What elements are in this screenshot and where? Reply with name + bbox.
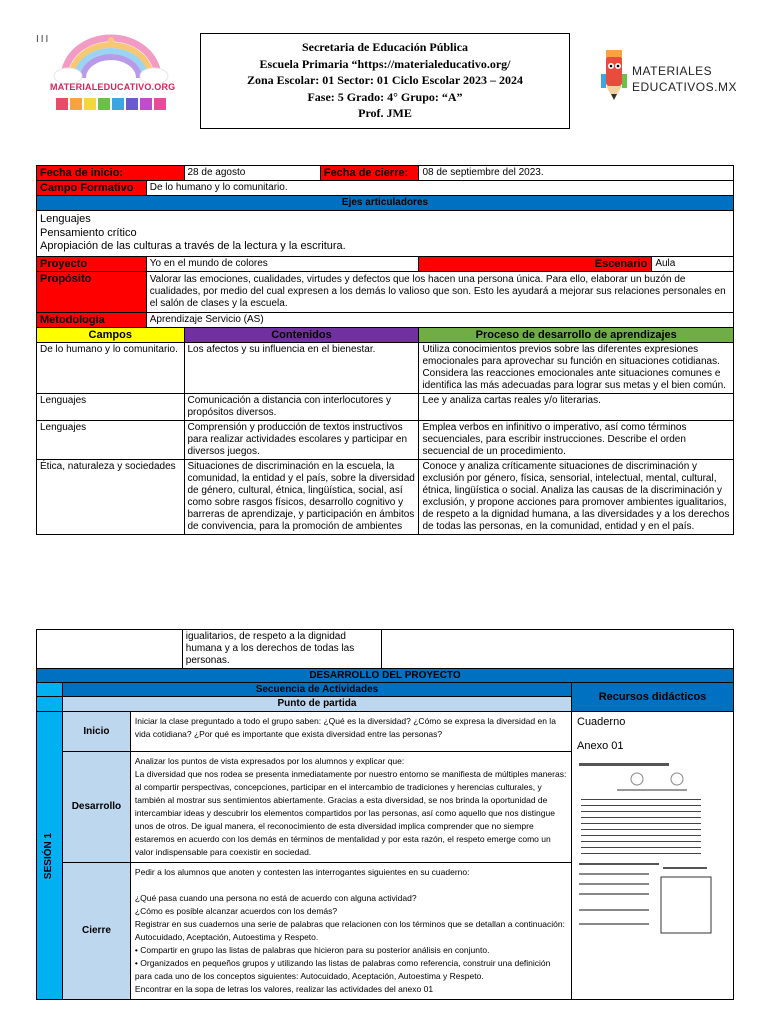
logo-right-line2: EDUCATIVOS.MX <box>632 80 737 94</box>
fecha-cierre-value: 08 de septiembre del 2023. <box>419 166 734 181</box>
school-header <box>200 33 570 129</box>
row-contenido: Comunicación a distancia con interlocutores y propósitos diversos. <box>184 393 419 420</box>
rainbow-logo-icon <box>46 30 176 112</box>
desarrollo-label: Desarrollo <box>62 752 130 863</box>
proyecto-label: Proyecto <box>37 256 147 271</box>
proyecto-value: Yo en el mundo de colores <box>146 256 419 271</box>
table-row <box>37 459 734 534</box>
cierre-paragraph: ¿Qué pasa cuando una persona no está de acuerdo con alguna actividad? <box>134 893 417 903</box>
campo-formativo-value: De lo humano y lo comunitario. <box>146 181 733 196</box>
punto-de-partida: Punto de partida <box>62 697 571 712</box>
cierre-paragraph: ¿Cómo es posible alcanzar acuerdos con los demás? <box>134 906 338 916</box>
logo-left-text: MATERIALEDUCATIVO.ORG <box>50 82 176 92</box>
materialeducativo-logo <box>46 30 176 112</box>
corner-mark: III <box>36 34 51 45</box>
row-contenido: Situaciones de discriminación en la escuela, la comunidad, la entidad y el país, sobre la diversidad de género, cultural, étnica, lingüística, social, así como sobre rasgos físicos, desarrollo cognitivo y barreras de aprendizaje, y participación en ámbitos de convivencia, para la promoción de ambientes <box>184 459 419 534</box>
cierre-paragraph: Encontrar en la sopa de letras los valores, realizar las actividades del anexo 01 <box>134 984 434 994</box>
proposito-row <box>37 271 734 312</box>
cierre-label: Cierre <box>62 863 130 1000</box>
table-row <box>37 393 734 420</box>
dates-row <box>37 166 734 181</box>
row-contenido: Los afectos y su influencia en el bienestar. <box>184 342 419 393</box>
campo-row <box>37 181 734 196</box>
col-proceso-header: Proceso de desarrollo de aprendizajes <box>419 327 734 342</box>
proyecto-row <box>37 256 734 271</box>
inicio-row <box>37 712 734 752</box>
cierre-paragraph: • Compartir en grupo las listas de palabras que hicieron para su posterior análisis en conjunto. <box>134 945 490 955</box>
columns-header-row <box>37 327 734 342</box>
ejes-row <box>37 211 734 257</box>
metodologia-value: Aprendizaje Servicio (AS) <box>146 312 733 327</box>
ejes-list <box>37 211 734 257</box>
secuencia-label: Secuencia de Actividades <box>62 683 571 697</box>
row-proceso: Lee y analiza cartas reales y/o literarias. <box>419 393 734 420</box>
punto-corner <box>37 697 63 712</box>
header-line-3: Zona Escolar: 01 Sector: 01 Ciclo Escolar 2023 – 2024 <box>246 73 524 87</box>
word-search-worksheet-thumbnail <box>577 759 717 979</box>
continuation-row <box>37 630 734 669</box>
col-campos-header: Campos <box>37 327 185 342</box>
cierre-paragraph: • Organizados en pequeños grupos y utilizando las listas de palabras como referencia, construir una definición para cada uno de los conceptos siguientes: Autocuidado, Aceptación, Autoestima y Respeto. <box>134 958 551 981</box>
escenario-value: Aula <box>652 256 734 271</box>
project-development-table <box>36 629 734 1000</box>
planning-table <box>36 165 734 535</box>
metodologia-row <box>37 312 734 327</box>
row-contenido: Comprensión y producción de textos instructivos para realizar actividades escolares y participar en diversos juegos. <box>184 420 419 459</box>
row-campo: Ética, naturaleza y sociedades <box>37 459 185 534</box>
title-row <box>37 669 734 683</box>
header-line-4: Fase: 5 Grado: 4° Grupo: “A” <box>307 89 463 104</box>
table-row <box>37 342 734 393</box>
inicio-text: Iniciar la clase preguntado a todo el grupo saben: ¿Qué es la diversidad? ¿Cómo se expresa la diversidad en la vida cotidiana? ¿Por qué es importante que exista diversidad entre las personas? <box>130 712 571 752</box>
row-proceso: Conoce y analiza críticamente situaciones de discriminación y exclusión por género, física, sensorial, intelectual, mental, cultural, étnica, lingüística o social. Analiza las causas de la discriminación y exclusión, y propone acciones para promover ambientes igualitarios, de respeto a la dignidad humana, a las diversidades y a los derechos de todas las personas, en la comunidad, entidad y en el país. <box>419 459 734 534</box>
metodologia-label: Metodología <box>37 312 147 327</box>
secuencia-row <box>37 683 734 697</box>
recursos-label: Recursos didácticos <box>572 683 734 712</box>
col-contenidos-header: Contenidos <box>184 327 419 342</box>
escenario-label: Escenario <box>419 256 652 271</box>
eje-item: Pensamiento crítico <box>40 226 137 239</box>
desarrollo-text <box>130 752 571 863</box>
header-line-5: Prof. JME <box>358 106 412 120</box>
secuencia-corner <box>37 683 63 697</box>
continuation-text: igualitarios, de respeto a la dignidad humana y a los derechos de todas las personas. <box>182 630 382 669</box>
row-campo: Lenguajes <box>37 393 185 420</box>
desarrollo-title: DESARROLLO DEL PROYECTO <box>37 669 734 683</box>
pencil-mascot-icon <box>598 48 630 108</box>
ejes-label: Ejes articuladores <box>37 196 734 211</box>
campo-formativo-label: Campo Formativo <box>37 181 147 196</box>
eje-item: Apropiación de las culturas a través de la lectura y la escritura. <box>40 240 346 252</box>
table-row <box>37 420 734 459</box>
row-campo: Lenguajes <box>37 420 185 459</box>
fecha-inicio-label: Fecha de inicio: <box>37 166 185 181</box>
row-proceso: Emplea verbos en infinitivo o imperativo, así como términos secuenciales, para escribir instrucciones. Describe el orden secuencial de un procedimiento. <box>419 420 734 459</box>
ejes-header-row <box>37 196 734 211</box>
inicio-label: Inicio <box>62 712 130 752</box>
row-campo: De lo humano y lo comunitario. <box>37 342 185 393</box>
desarrollo-paragraph: La diversidad que nos rodea se presenta inmediatamente por nuestro entorno se manifiesta de múltiples maneras: al compartir perspectivas, concepciones, participar en el intercambio de tradiciones y herencias culturales, y también al mostrar sus sentimientos abiertamente. Gracias a esta diversidad, se nos brinda la oportunidad de intercambiar ideas y descubrir los elementos compartidos por las personas, así como aquello que nos distingue unos de otros. De igual manera, el reconocimiento de esta diversidad implica comprender que no siempre estaremos en acuerdo con los demás en términos de mentalidad y por esta razón, el respeto emerge como un valor indispensable para coexistir en sociedad. <box>134 769 567 857</box>
header-line-2: Escuela Primaria “https://materialeducativo.org/ <box>259 56 511 71</box>
cierre-paragraph: Registrar en sus cuadernos una serie de palabras que relacionen con los términos que se detallan a continuación: Autocuidado, Aceptación, Autoestima y Respeto. <box>134 919 565 942</box>
fecha-inicio-value: 28 de agosto <box>184 166 320 181</box>
recurso-item: Anexo 01 <box>577 740 624 752</box>
proposito-label: Propósito <box>37 271 147 312</box>
cierre-paragraph: Pedir a los alumnos que anoten y contesten las interrogantes siguientes en su cuaderno: <box>134 867 470 877</box>
session-1-cell <box>37 712 63 1000</box>
materiales-educativos-logo <box>598 44 738 114</box>
desarrollo-paragraph: Analizar los puntos de vista expresados por los alumnos y explicar que: <box>134 756 405 766</box>
continuation-empty-cell <box>37 630 183 669</box>
session-label: SESIÓN 1 <box>43 832 55 879</box>
cierre-text <box>130 863 571 1000</box>
logo-right-line1: MATERIALES <box>632 64 713 78</box>
eje-item: Lenguajes <box>40 213 91 225</box>
row-proceso: Utiliza conocimientos previos sobre las diferentes expresiones emocionales para aprovechar su función en situaciones cotidianas. Considera las reacciones emocionales ante situaciones comunes e identifica las más adecuadas para lograr sus metas y el bien común. <box>419 342 734 393</box>
continuation-empty-cell <box>382 630 734 669</box>
fecha-cierre-label: Fecha de cierre: <box>320 166 419 181</box>
recurso-item: Cuaderno <box>577 716 626 728</box>
header-line-1: Secretaria de Educación Pública <box>301 40 469 54</box>
recursos-cell <box>572 712 734 1000</box>
proposito-value: Valorar las emociones, cualidades, virtudes y defectos que los hacen una persona única. Para ello, elaborar un buzón de cualidades, por medio del cual expresen a los demás lo valioso que son. Esto les ayudará a mejorar sus relaciones personales en el salón de clases y la escuela. <box>146 271 733 312</box>
